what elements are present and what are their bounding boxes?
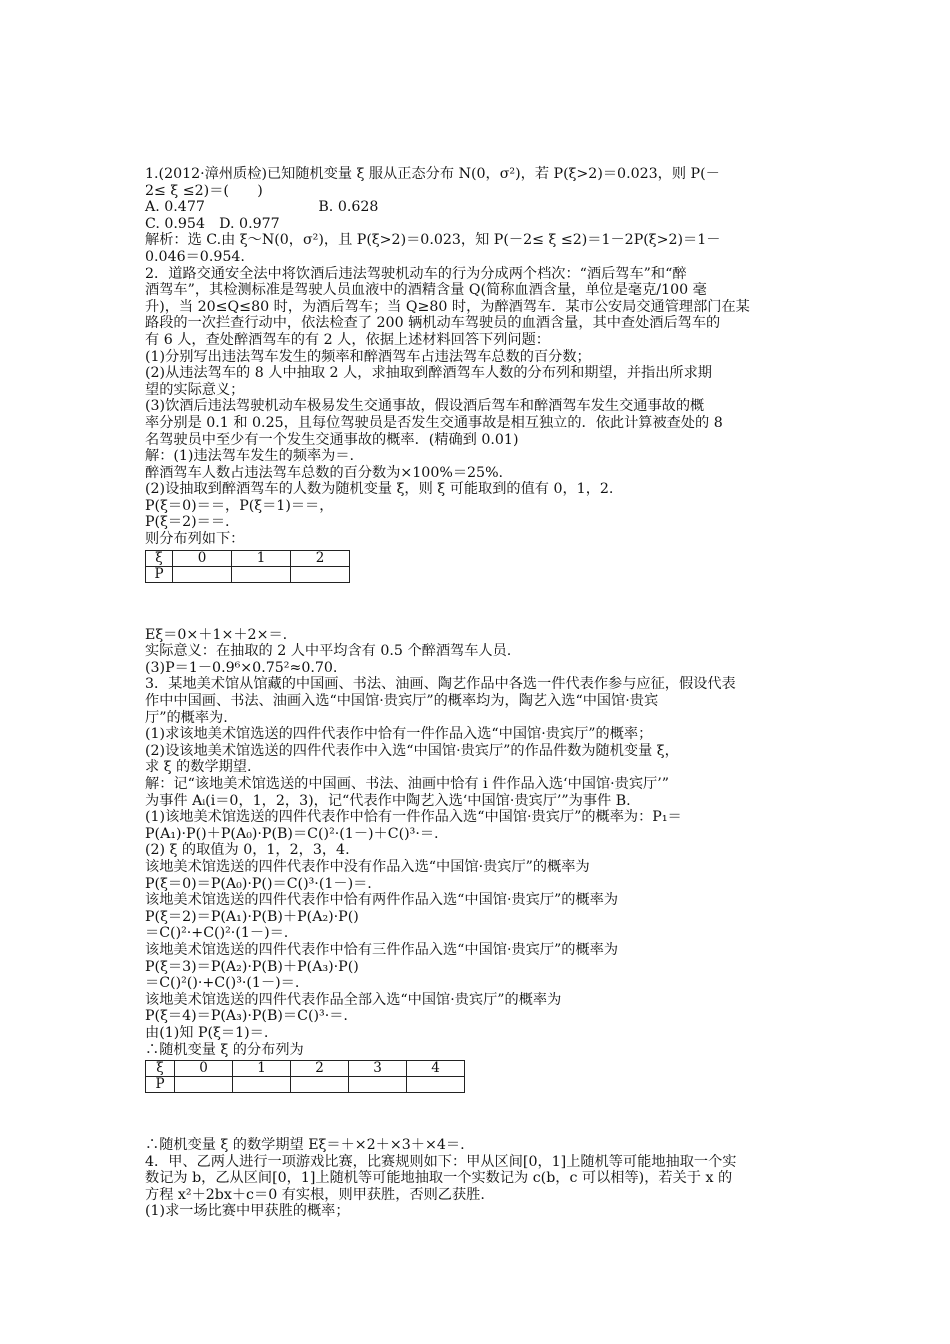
table-cell (349, 1077, 407, 1093)
text-line: 由(1)知 P(ξ＝1)＝. (145, 1024, 269, 1041)
text-line: (1)求该地美术馆选送的四件代表作中恰有一件作品入选“中国馆·贵宾厅”的概率； (145, 726, 653, 743)
table-cell (407, 1077, 465, 1093)
text-line: 1.(2012·漳州质检)已知随机变量 ξ 服从正态分布 N(0，σ²)，若 P(ξ>2)＝0.023，则 P(－ (145, 166, 720, 182)
text-line: ∴随机变量 ξ 的分布列为 (145, 1041, 304, 1058)
text-line: (1)该地美术馆选送的四件代表作中恰有一件作品入选“中国馆·贵宾厅”的概率为：P₁＝ (145, 809, 682, 826)
table-cell: 2 (291, 550, 350, 566)
text-line: (2) ξ 的取值为 0，1，2，3，4. (145, 842, 350, 859)
text-line: 解：(1)违法驾车发生的频率为＝. (145, 448, 355, 465)
table-cell: 2 (291, 1061, 349, 1077)
text-line: 酒驾车”，其检测标准是驾驶人员血液中的酒精含量 Q(简称血酒含量，单位是毫克/100 毫 (145, 282, 707, 299)
text-line: 3．某地美术馆从馆藏的中国画、书法、油画、陶艺作品中各选一件代表作参与应征，假设代表 (145, 676, 736, 693)
text-line: 4．甲、乙两人进行一项游戏比赛，比赛规则如下：甲从区间[0，1]上随机等可能地抽取一个实 (145, 1153, 737, 1170)
text-line: 作中中国画、书法、油画入选“中国馆·贵宾厅”的概率均为，陶艺入选“中国馆·贵宾 (145, 693, 659, 710)
text-line: 有 6 人，查处醉酒驾车的有 2 人，依据上述材料回答下列问题： (145, 331, 550, 348)
text-line: ＝C()²()·+C()³·(1－)＝. (145, 975, 300, 992)
table-cell: P (146, 1077, 175, 1093)
table-cell (232, 566, 291, 582)
table-row (146, 1077, 465, 1093)
text-line: A. 0.477 B. 0.628 (145, 199, 379, 216)
text-line: 解：记“该地美术馆选送的中国画、书法、油画中恰有 i 件作品入选‘中国馆·贵宾厅’” (145, 776, 669, 792)
text-line: 望的实际意义； (145, 381, 245, 398)
text-line: 升)，当 20≤Q≤80 时，为酒后驾车；当 Q≥80 时，为醉酒驾车．某市公安局交通管理部门在某 (145, 298, 750, 315)
text-line: P(ξ＝2)＝＝. (145, 514, 230, 531)
table-row (146, 566, 350, 582)
text-line: 数记为 b，乙从区间[0，1]上随机等可能地抽取一个实数记为 c(b，c 可以相等)，若关于 x 的 (145, 1170, 733, 1187)
text-line: P(ξ＝3)＝P(A₂)·P(B)＋P(A₃)·P() (145, 958, 359, 975)
text-line: (3)P＝1－0.9⁶×0.75²≈0.70. (145, 659, 338, 676)
table-cell (291, 566, 350, 582)
text-block-c (145, 1137, 815, 1220)
table-cell: ξ (146, 1061, 175, 1077)
table-cell: 1 (232, 550, 291, 566)
distribution-table-2 (145, 1060, 465, 1093)
text-line: P(ξ＝0)＝P(A₀)·P()＝C()³·(1－)＝. (145, 875, 372, 892)
document-page (145, 166, 815, 1220)
text-line: 名驾驶员中至少有一个发生交通事故的概率．(精确到 0.01) (145, 431, 519, 448)
table-cell: ξ (146, 550, 173, 566)
text-line: 解析：选 C.由 ξ～N(0，σ²)，且 P(ξ>2)＝0.023，知 P(－2≤ ξ ≤2)＝1－2P(ξ>2)＝1－ (145, 232, 721, 249)
table-cell: 1 (233, 1061, 291, 1077)
table-cell: 3 (349, 1061, 407, 1077)
table-cell: 0 (175, 1061, 233, 1077)
text-line: P(ξ＝0)＝＝，P(ξ＝1)＝＝， (145, 497, 334, 514)
text-line: 该地美术馆选送的四件代表作中没有作品入选“中国馆·贵宾厅”的概率为 (145, 858, 590, 875)
text-line: P(ξ＝4)＝P(A₃)·P(B)＝C()³·＝. (145, 1008, 348, 1025)
distribution-table-1 (145, 550, 350, 583)
text-line: 则分布列如下： (145, 531, 245, 548)
text-line: (1)分别写出违法驾车发生的频率和醉酒驾车占违法驾车总数的百分数； (145, 348, 591, 365)
text-line: 该地美术馆选送的四件代表作中恰有两件作品入选“中国馆·贵宾厅”的概率为 (145, 892, 619, 909)
text-line: P(ξ＝2)＝P(A₁)·P(B)＋P(A₂)·P() (145, 908, 359, 925)
table-cell: 4 (407, 1061, 465, 1077)
text-line: ∴随机变量 ξ 的数学期望 Eξ＝＋×2＋×3＋×4＝. (145, 1137, 465, 1154)
table-header-row (146, 550, 350, 566)
text-line: 2．道路交通安全法中将饮酒后违法驾驶机动车的行为分成两个档次：“酒后驾车”和“醉 (145, 265, 687, 282)
table-cell: P (146, 566, 173, 582)
table-cell: 0 (173, 550, 232, 566)
text-line: 该地美术馆选送的四件代表作品全部入选“中国馆·贵宾厅”的概率为 (145, 991, 562, 1008)
text-line: 该地美术馆选送的四件代表作中恰有三件作品入选“中国馆·贵宾厅”的概率为 (145, 941, 619, 958)
text-line: P(A₁)·P()＋P(A₀)·P(B)＝C()²·(1－)＋C()³·＝. (145, 825, 439, 842)
table-cell (233, 1077, 291, 1093)
text-line: (2)从违法驾车的 8 人中抽取 2 人，求抽取到醉酒驾车人数的分布列和期望，并指出所求期 (145, 365, 712, 382)
text-line: 厅”的概率为. (145, 709, 228, 726)
text-line: 0.046＝0.954. (145, 248, 245, 265)
text-line: 方程 x²＋2bx＋c＝0 有实根，则甲获胜，否则乙获胜. (145, 1186, 485, 1203)
text-line: 实际意义：在抽取的 2 人中平均含有 0.5 个醉酒驾车人员. (145, 643, 512, 660)
text-line: (2)设抽取到醉酒驾车的人数为随机变量 ξ，则 ξ 可能取到的值有 0，1，2. (145, 481, 614, 498)
text-line: ＝C()²·+C()²·(1－)＝. (145, 925, 289, 942)
text-line: 醉酒驾车人数占违法驾车总数的百分数为×100%＝25%. (145, 464, 504, 481)
text-line: (2)设该地美术馆选送的四件代表作中入选“中国馆·贵宾厅”的作品件数为随机变量 ξ， (145, 742, 679, 759)
text-line: 率分别是 0.1 和 0.25，且每位驾驶员是否发生交通事故是相互独立的．依此计算被查处的 8 (145, 414, 723, 431)
text-block-b (145, 627, 815, 1058)
table-cell (291, 1077, 349, 1093)
table-cell (175, 1077, 233, 1093)
text-line: (1)求一场比赛中甲获胜的概率； (145, 1203, 350, 1220)
text-line: 为事件 Aᵢ(i＝0，1，2，3)，记“代表作中陶艺入选‘中国馆·贵宾厅’”为事件 B. (145, 792, 631, 809)
table-header-row (146, 1061, 465, 1077)
text-line: 求 ξ 的数学期望. (145, 759, 252, 776)
table-cell (173, 566, 232, 582)
text-line: (3)饮酒后违法驾驶机动车极易发生交通事故，假设酒后驾车和醉酒驾车发生交通事故的概 (145, 398, 705, 415)
text-line: Eξ＝0×＋1×＋2×＝. (145, 626, 288, 643)
text-block-a (145, 166, 815, 548)
text-line: C. 0.954 D. 0.977 (145, 215, 280, 232)
text-line: 2≤ ξ ≤2)＝( ) (145, 182, 263, 199)
text-line: 路段的一次拦查行动中，依法检查了 200 辆机动车驾驶员的血酒含量，其中查处酒后驾车的 (145, 315, 721, 332)
